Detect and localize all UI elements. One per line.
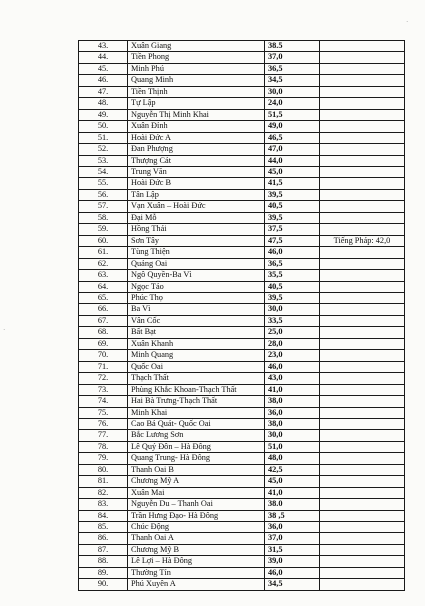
note-cell: [320, 544, 405, 555]
school-name: Hồng Thái: [128, 224, 265, 235]
school-name: Cao Bá Quát- Quốc Oai: [128, 418, 265, 429]
score-value: 37,0: [265, 52, 320, 63]
row-number: 67.: [79, 315, 128, 326]
table-row: [79, 453, 405, 464]
table-row: [79, 350, 405, 361]
school-name: Vân Cốc: [128, 315, 265, 326]
score-value: 43,0: [265, 373, 320, 384]
row-number: 76.: [79, 418, 128, 429]
table-row: [79, 132, 405, 143]
note-cell: [320, 407, 405, 418]
score-value: 34,5: [265, 579, 320, 590]
score-value: 35,5: [265, 270, 320, 281]
table-row: [79, 178, 405, 189]
scan-speck: ·: [3, 326, 6, 334]
table-row: [79, 384, 405, 395]
school-name: Quang Trung- Hà Đông: [128, 453, 265, 464]
row-number: 55.: [79, 178, 128, 189]
score-value: 49,0: [265, 121, 320, 132]
table-row: [79, 327, 405, 338]
score-value: 39,5: [265, 292, 320, 303]
row-number: 86.: [79, 533, 128, 544]
school-name: Chương Mỹ A: [128, 476, 265, 487]
row-number: 74.: [79, 396, 128, 407]
score-value: 38,0: [265, 396, 320, 407]
row-number: 70.: [79, 350, 128, 361]
score-value: 33,5: [265, 315, 320, 326]
score-value: 40,5: [265, 201, 320, 212]
row-number: 48.: [79, 98, 128, 109]
note-cell: [320, 75, 405, 86]
school-name: Chương Mỹ B: [128, 544, 265, 555]
note-cell: [320, 327, 405, 338]
table-row: [79, 121, 405, 132]
note-cell: [320, 533, 405, 544]
score-value: 36,5: [265, 63, 320, 74]
note-cell: [320, 178, 405, 189]
row-number: 73.: [79, 384, 128, 395]
note-cell: [320, 373, 405, 384]
row-number: 54.: [79, 166, 128, 177]
row-number: 80.: [79, 464, 128, 475]
score-value: 37,5: [265, 224, 320, 235]
school-name: Nguyễn Du – Thanh Oai: [128, 499, 265, 510]
row-number: 69.: [79, 338, 128, 349]
row-number: 71.: [79, 361, 128, 372]
score-value: 36,0: [265, 407, 320, 418]
score-value: 30,0: [265, 304, 320, 315]
row-number: 64.: [79, 281, 128, 292]
table-row: [79, 544, 405, 555]
table-row: [79, 281, 405, 292]
score-value: 45,0: [265, 166, 320, 177]
score-value: 23,0: [265, 350, 320, 361]
note-cell: [320, 384, 405, 395]
row-number: 51.: [79, 132, 128, 143]
note-cell: [320, 281, 405, 292]
school-name: Tân Lập: [128, 189, 265, 200]
school-name: Thạch Thất: [128, 373, 265, 384]
table-row: [79, 396, 405, 407]
row-number: 66.: [79, 304, 128, 315]
table-row: [79, 258, 405, 269]
admission-score-table: [78, 40, 405, 591]
note-cell: [320, 201, 405, 212]
note-cell: Tiếng Pháp: 42,0: [320, 235, 405, 246]
score-value: 25,0: [265, 327, 320, 338]
note-cell: [320, 121, 405, 132]
row-number: 46.: [79, 75, 128, 86]
note-cell: [320, 522, 405, 533]
row-number: 61.: [79, 247, 128, 258]
row-number: 45.: [79, 63, 128, 74]
school-name: Phùng Khắc Khoan-Thạch Thất: [128, 384, 265, 395]
table-row: [79, 373, 405, 384]
school-name: Tiền Thịnh: [128, 86, 265, 97]
school-name: Trần Hưng Đạo- Hà Đông: [128, 510, 265, 521]
score-value: 39,5: [265, 212, 320, 223]
school-name: Thượng Cát: [128, 155, 265, 166]
table-row: [79, 361, 405, 372]
row-number: 84.: [79, 510, 128, 521]
score-value: 36,5: [265, 258, 320, 269]
note-cell: [320, 361, 405, 372]
school-name: Trung Văn: [128, 166, 265, 177]
row-number: 87.: [79, 544, 128, 555]
score-value: 48,0: [265, 453, 320, 464]
note-cell: [320, 258, 405, 269]
school-name: Thanh Oai A: [128, 533, 265, 544]
note-cell: [320, 396, 405, 407]
note-cell: [320, 144, 405, 155]
school-name: Thanh Oai B: [128, 464, 265, 475]
table-row: [79, 235, 405, 246]
school-name: Minh Phú: [128, 63, 265, 74]
table-row: [79, 86, 405, 97]
score-value: 51,0: [265, 441, 320, 452]
note-cell: [320, 418, 405, 429]
score-value: 37,0: [265, 533, 320, 544]
score-value: 30,0: [265, 430, 320, 441]
table-row: [79, 567, 405, 578]
table-row: [79, 510, 405, 521]
note-cell: [320, 86, 405, 97]
school-name: Xuân Mai: [128, 487, 265, 498]
score-value: 31,5: [265, 544, 320, 555]
row-number: 52.: [79, 144, 128, 155]
table-row: [79, 166, 405, 177]
score-value: 38.0: [265, 499, 320, 510]
table-row: [79, 315, 405, 326]
row-number: 58.: [79, 212, 128, 223]
row-number: 81.: [79, 476, 128, 487]
row-number: 89.: [79, 567, 128, 578]
school-name: Hai Bà Trưng-Thạch Thất: [128, 396, 265, 407]
row-number: 63.: [79, 270, 128, 281]
school-name: Đại Mỗ: [128, 212, 265, 223]
row-number: 85.: [79, 522, 128, 533]
table-row: [79, 292, 405, 303]
school-name: Hoài Đức B: [128, 178, 265, 189]
note-cell: [320, 212, 405, 223]
score-value: 51,5: [265, 109, 320, 120]
table-row: [79, 224, 405, 235]
note-cell: [320, 304, 405, 315]
note-cell: [320, 579, 405, 590]
row-number: 62.: [79, 258, 128, 269]
note-cell: [320, 270, 405, 281]
note-cell: [320, 510, 405, 521]
note-cell: [320, 166, 405, 177]
table-row: [79, 418, 405, 429]
score-value: 39,5: [265, 189, 320, 200]
note-cell: [320, 292, 405, 303]
table-row: [79, 407, 405, 418]
school-name: Quảng Oai: [128, 258, 265, 269]
row-number: 57.: [79, 201, 128, 212]
row-number: 68.: [79, 327, 128, 338]
note-cell: [320, 132, 405, 143]
score-value: 34,5: [265, 75, 320, 86]
school-name: Thường Tín: [128, 567, 265, 578]
table-row: [79, 75, 405, 86]
note-cell: [320, 189, 405, 200]
school-name: Bất Bạt: [128, 327, 265, 338]
row-number: 59.: [79, 224, 128, 235]
row-number: 77.: [79, 430, 128, 441]
school-name: Bắc Lương Sơn: [128, 430, 265, 441]
note-cell: [320, 464, 405, 475]
table-row: [79, 430, 405, 441]
table-row: [79, 63, 405, 74]
row-number: 43.: [79, 41, 128, 52]
school-name: Phúc Thọ: [128, 292, 265, 303]
note-cell: [320, 430, 405, 441]
table-row: [79, 109, 405, 120]
school-name: Xuân Đỉnh: [128, 121, 265, 132]
score-value: 46,0: [265, 247, 320, 258]
row-number: 60.: [79, 235, 128, 246]
note-cell: [320, 350, 405, 361]
row-number: 83.: [79, 499, 128, 510]
school-name: Ba Vì: [128, 304, 265, 315]
note-cell: [320, 98, 405, 109]
school-name: Lê Lợi – Hà Đông: [128, 556, 265, 567]
table-row: [79, 247, 405, 258]
school-name: Tiền Phong: [128, 52, 265, 63]
score-value: 30,0: [265, 86, 320, 97]
note-cell: [320, 109, 405, 120]
score-value: 28,0: [265, 338, 320, 349]
school-name: Nguyễn Thị Minh Khai: [128, 109, 265, 120]
table-row: [79, 201, 405, 212]
note-cell: [320, 567, 405, 578]
note-cell: [320, 155, 405, 166]
table-row: [79, 41, 405, 52]
school-name: Hoài Đức A: [128, 132, 265, 143]
row-number: 49.: [79, 109, 128, 120]
school-name: Ngô Quyền-Ba Vì: [128, 270, 265, 281]
table-row: [79, 270, 405, 281]
school-name: Tự Lập: [128, 98, 265, 109]
table-row: [79, 212, 405, 223]
table-row: [79, 533, 405, 544]
note-cell: [320, 52, 405, 63]
note-cell: [320, 556, 405, 567]
row-number: 82.: [79, 487, 128, 498]
school-name: Quốc Oai: [128, 361, 265, 372]
score-value: 41,0: [265, 487, 320, 498]
table-row: [79, 155, 405, 166]
row-number: 50.: [79, 121, 128, 132]
score-value: 36,0: [265, 522, 320, 533]
score-value: 38.5: [265, 41, 320, 52]
score-value: 46,0: [265, 361, 320, 372]
table-row: [79, 304, 405, 315]
score-value: 47,5: [265, 235, 320, 246]
table-row: [79, 579, 405, 590]
school-name: Ngọc Tảo: [128, 281, 265, 292]
table-row: [79, 556, 405, 567]
row-number: 88.: [79, 556, 128, 567]
note-cell: [320, 315, 405, 326]
score-value: 38,0: [265, 418, 320, 429]
note-cell: [320, 41, 405, 52]
school-name: Minh Khai: [128, 407, 265, 418]
row-number: 90.: [79, 579, 128, 590]
school-name: Sơn Tây: [128, 235, 265, 246]
school-name: Chúc Động: [128, 522, 265, 533]
school-name: Quang Minh: [128, 75, 265, 86]
row-number: 47.: [79, 86, 128, 97]
row-number: 44.: [79, 52, 128, 63]
table-row: [79, 499, 405, 510]
table-row: [79, 441, 405, 452]
table-row: [79, 338, 405, 349]
table-row: [79, 144, 405, 155]
school-name: Minh Quang: [128, 350, 265, 361]
row-number: 56.: [79, 189, 128, 200]
score-value: 45,0: [265, 476, 320, 487]
school-name: Vạn Xuân – Hoài Đức: [128, 201, 265, 212]
score-value: 47,0: [265, 144, 320, 155]
score-value: 39,0: [265, 556, 320, 567]
score-value: 44,0: [265, 155, 320, 166]
note-cell: [320, 499, 405, 510]
table-row: [79, 522, 405, 533]
scan-speck: ·: [406, 18, 409, 26]
score-value: 46,5: [265, 132, 320, 143]
row-number: 78.: [79, 441, 128, 452]
score-value: 46,0: [265, 567, 320, 578]
note-cell: [320, 453, 405, 464]
table-row: [79, 476, 405, 487]
school-name: Tùng Thiện: [128, 247, 265, 258]
school-name: Phú Xuyên A: [128, 579, 265, 590]
score-value: 41,0: [265, 384, 320, 395]
score-value: 40,5: [265, 281, 320, 292]
school-name: Xuân Giang: [128, 41, 265, 52]
score-value: 24,0: [265, 98, 320, 109]
note-cell: [320, 224, 405, 235]
row-number: 79.: [79, 453, 128, 464]
score-value: 42,5: [265, 464, 320, 475]
note-cell: [320, 338, 405, 349]
note-cell: [320, 63, 405, 74]
note-cell: [320, 247, 405, 258]
row-number: 53.: [79, 155, 128, 166]
row-number: 65.: [79, 292, 128, 303]
score-value: 41,5: [265, 178, 320, 189]
table-row: [79, 52, 405, 63]
note-cell: [320, 476, 405, 487]
row-number: 75.: [79, 407, 128, 418]
note-cell: [320, 441, 405, 452]
score-value: 38 ,5: [265, 510, 320, 521]
school-name: Xuân Khanh: [128, 338, 265, 349]
table-row: [79, 464, 405, 475]
table-row: [79, 487, 405, 498]
row-number: 72.: [79, 373, 128, 384]
school-name: Đan Phượng: [128, 144, 265, 155]
table-row: [79, 189, 405, 200]
note-cell: [320, 487, 405, 498]
table-body: [79, 41, 405, 591]
table-row: [79, 98, 405, 109]
school-name: Lê Quý Đôn – Hà Đông: [128, 441, 265, 452]
